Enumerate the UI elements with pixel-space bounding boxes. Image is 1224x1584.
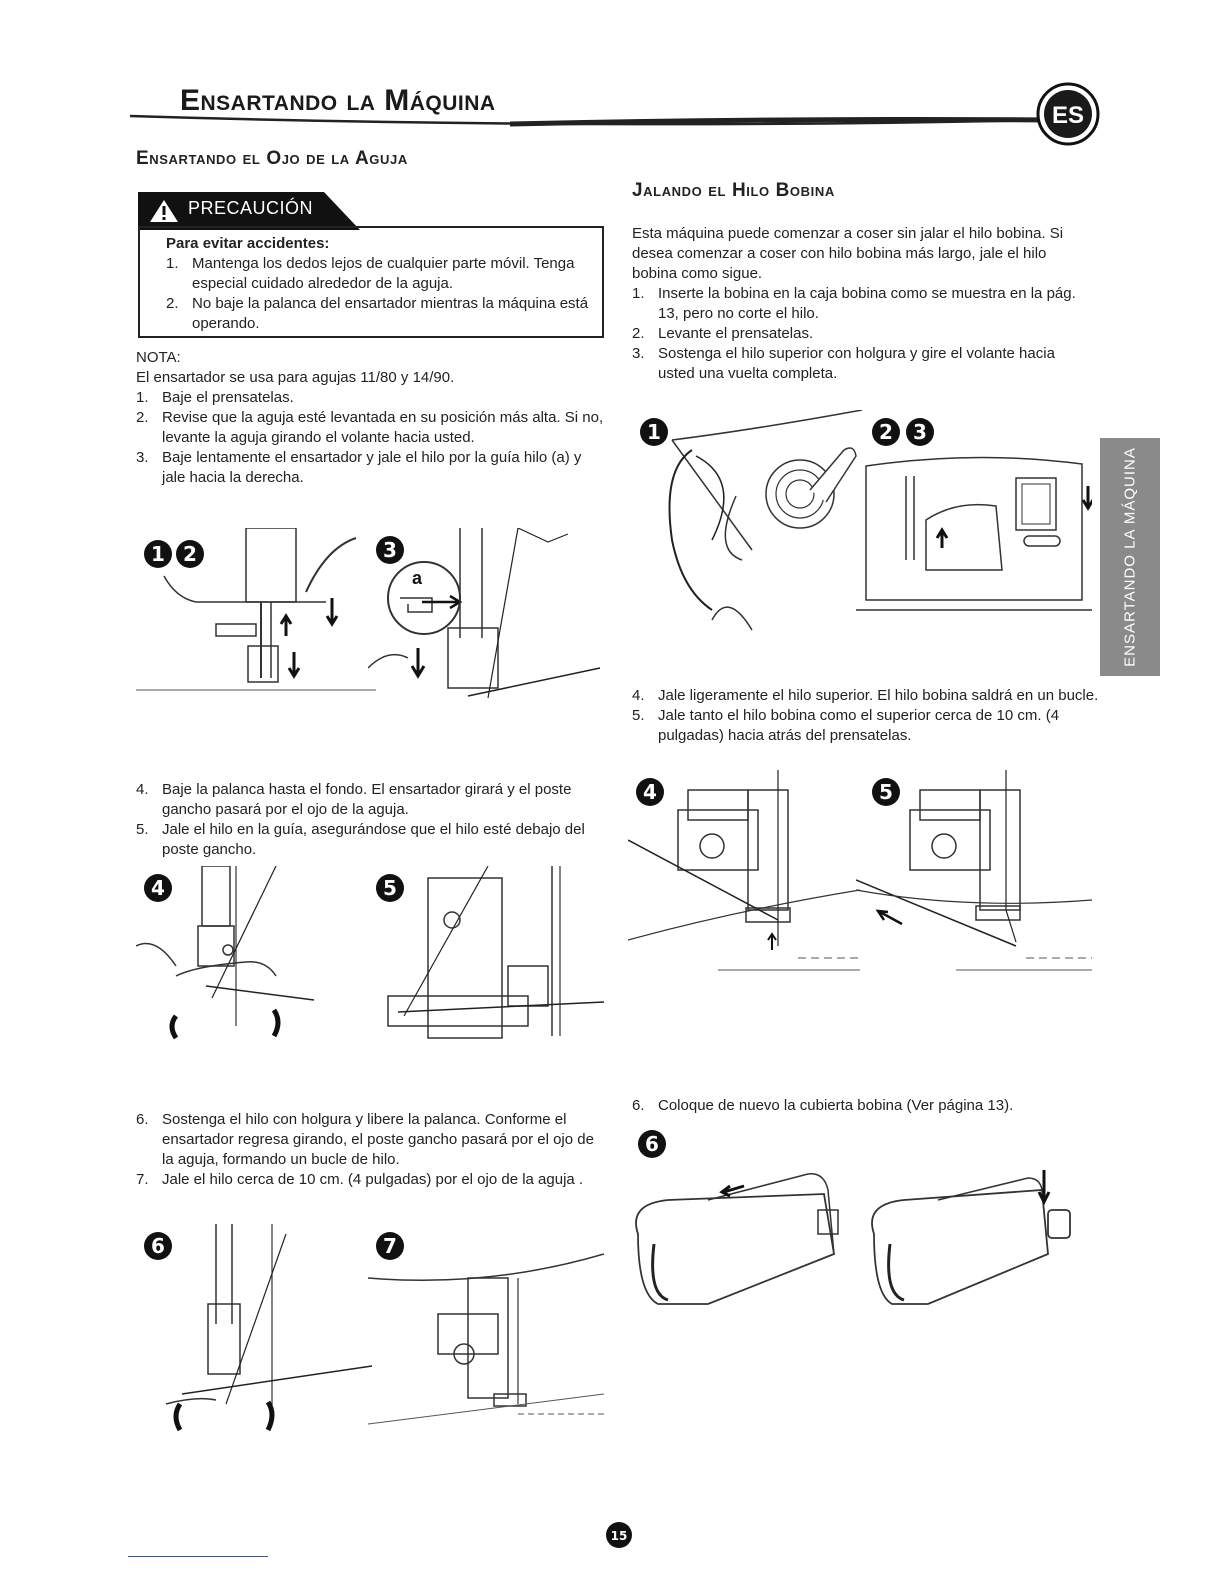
bobbin-steps-block-c [632,1096,1102,1116]
list-item: 2. Levante el prensatelas. [632,325,814,342]
svg-text:5: 5 [383,876,397,900]
section-title-needle-threading: Ensartando el Ojo de la Aguja [136,148,408,169]
number-circle-icon [376,536,404,564]
list-item: 5. Jale el hilo en la guía, asegurándose que el hilo esté debajo del poste gancho. [136,821,585,858]
list-item: 6. Sostenga el hilo con holgura y libere la palanca. Conforme el ensartador regresa girando, el poste gancho pasará por el ojo de la aguja, formando un bucle de hilo. [136,1111,594,1168]
svg-text:7: 7 [383,1234,397,1258]
list-item: 1. Baje el prensatelas. [136,389,294,406]
number-circle-icon [144,540,172,568]
list-item: 4. Baje la palanca hasta el fondo. El ensartador girará y el poste gancho pasará por el ojo de la aguja. [136,781,572,818]
svg-text:3: 3 [913,420,927,444]
list-item: 4. Jale ligeramente el hilo superior. El hilo bobina saldrá en un bucle. [632,687,1099,704]
caution-heading: Para evitar accidentes: [166,235,330,252]
figure-step-7 [368,1224,604,1434]
figure-steps-1-2 [136,528,376,698]
list-item: 2. Revise que la aguja esté levantada en su posición más alta. Si no, levante la aguja girando el volante hacia usted. [136,409,604,446]
steps-list-a [136,388,606,488]
chapter-side-tab [1100,438,1160,676]
bobbin-steps-block-a [632,224,1092,384]
language-badge-text: ES [1051,102,1085,129]
page-title: Ensartando la Máquina [180,84,496,117]
steps-block-c [136,1110,606,1190]
figure-step-5 [368,866,604,1046]
number-circle-icon [176,540,204,568]
svg-text:4: 4 [643,780,657,804]
figure-bobbin-step-5 [856,770,1092,1000]
number-circle-icon [872,418,900,446]
chapter-side-tab-text: ENSARTANDO LA MÁQUINA [1121,447,1139,667]
svg-text:1: 1 [151,542,165,566]
page-number-badge [605,1521,633,1549]
list-item: 6. Coloque de nuevo la cubierta bobina (Ver página 13). [632,1097,1014,1114]
list-item: 1. Mantenga los dedos lejos de cualquier parte móvil. Tenga especial cuidado alrededor de la aguja. [166,255,575,292]
number-circle-icon [144,1232,172,1260]
list-item: 3. Sostenga el hilo superior con holgura y gire el volante hacia usted una vuelta completa. [632,345,1055,382]
note-block [136,348,606,488]
caution-list [166,254,596,334]
bobbin-steps-list-b [632,686,1102,746]
figure-bobbin-step-6 [628,1124,1094,1324]
number-circle-icon [376,874,404,902]
note-label: NOTA: [136,349,181,366]
svg-text:2: 2 [879,420,893,444]
figure-bobbin-step-1 [632,410,872,632]
section-title-bobbin-thread: Jalando el Hilo Bobina [632,180,835,201]
bobbin-steps-list-c [632,1096,1102,1116]
svg-text:3: 3 [383,538,397,562]
number-circle-icon [872,778,900,806]
note-text: El ensartador se usa para agujas 11/80 y 14/90. [136,369,455,386]
caution-label: PRECAUCIÓN [188,198,314,218]
list-item: 5. Jale tanto el hilo bobina como el superior cerca de 10 cm. (4 pulgadas) hacia atrás del prensatelas. [632,707,1060,744]
list-item: 7. Jale el hilo cerca de 10 cm. (4 pulgadas) por el ojo de la aguja . [136,1171,584,1188]
number-circle-icon [376,1232,404,1260]
caution-box [138,226,604,338]
steps-list-c [136,1110,606,1190]
number-circle-icon [144,874,172,902]
page-number: 15 [610,1529,628,1543]
steps-block-b [136,780,606,860]
svg-text:6: 6 [645,1132,659,1156]
list-item: 1. Inserte la bobina en la caja bobina como se muestra en la pág. 13, pero no corte el hilo. [632,285,1076,322]
number-circle-icon [906,418,934,446]
bobbin-steps-list-a [632,284,1092,384]
figure-step-3 [368,528,604,708]
list-item: 3. Baje lentamente el ensartador y jale el hilo por la guía hilo (a) y jale hacia la derecha. [136,449,582,486]
svg-text:4: 4 [151,876,165,900]
svg-text:2: 2 [183,542,197,566]
figure-step-6 [136,1224,376,1434]
number-circle-icon [638,1130,666,1158]
callout-label: a [412,568,423,588]
number-circle-icon [636,778,664,806]
svg-text:1: 1 [647,420,661,444]
figure-step-4 [136,866,316,1046]
list-item: 2. No baje la palanca del ensartador mientras la máquina está operando. [166,295,589,332]
steps-list-b [136,780,606,860]
figure-bobbin-steps-2-3 [856,410,1092,632]
footer-link-line [128,1556,268,1557]
svg-text:6: 6 [151,1234,165,1258]
number-circle-icon [640,418,668,446]
bobbin-steps-block-b [632,686,1102,746]
language-badge [1036,82,1100,146]
intro-text: Esta máquina puede comenzar a coser sin jalar el hilo bobina. Si desea comenzar a coser con hilo bobina más largo, jale el hilo bobina como sigue. [632,225,1064,282]
svg-text:5: 5 [879,780,893,804]
figure-bobbin-step-4 [628,770,860,1000]
